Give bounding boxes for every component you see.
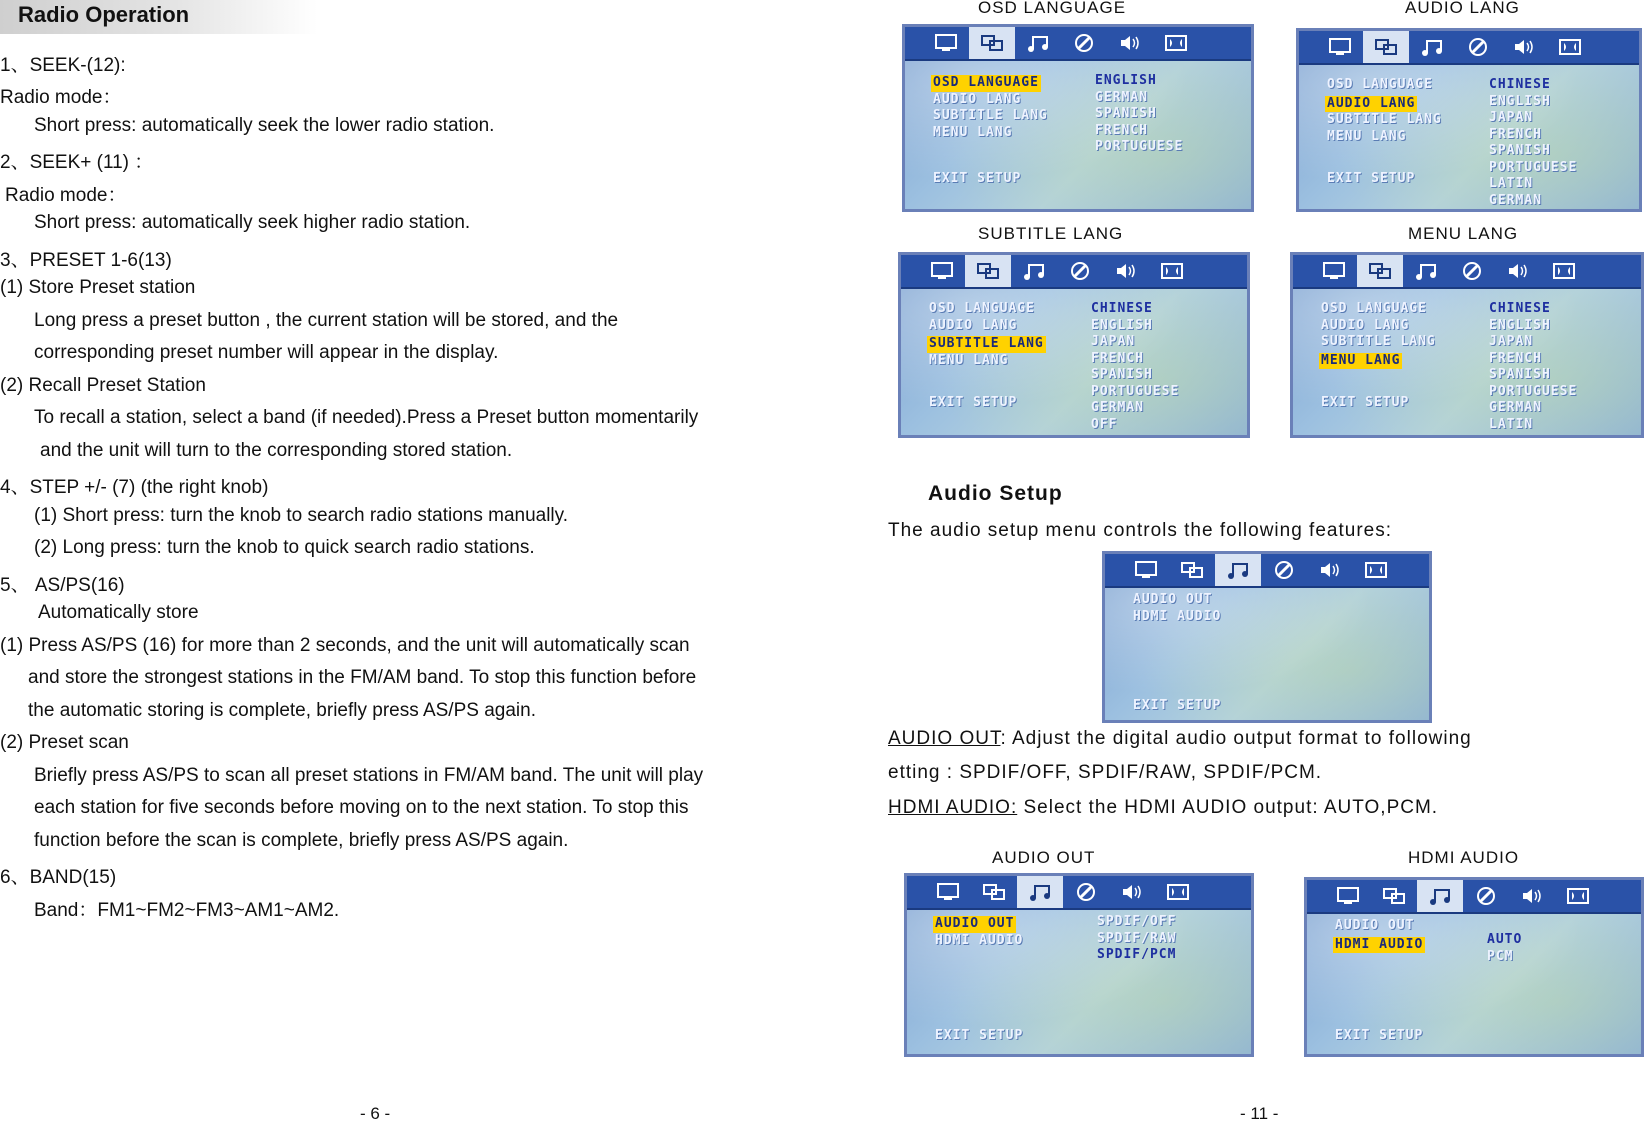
menu-item-hdmi-audio[interactable]: HDMI AUDIO (1335, 936, 1424, 952)
radio-line: Short press: automatically seek higher radio station. (34, 212, 471, 233)
radio-line: (1) Short press: turn the knob to search radio stations manually. (34, 505, 569, 526)
audio-out-description (888, 728, 1472, 750)
radio-line: each station for five seconds before moving on to the next station. To stop this (34, 797, 689, 818)
video-icon (1459, 261, 1485, 281)
hdmi-audio-term: HDMI AUDIO: (888, 797, 1018, 818)
language-icon (981, 882, 1007, 902)
menu-item-osd-language[interactable]: OSD LANGUAGE (933, 75, 1039, 90)
menu-item-audio-lang[interactable]: AUDIO LANG (1321, 317, 1410, 333)
osd-screen-audio-lang (1296, 28, 1642, 212)
dolby-icon (1159, 261, 1185, 281)
option-item[interactable]: GERMAN (1095, 89, 1148, 105)
audio-note-icon (1021, 261, 1047, 281)
tab-dolby[interactable] (1353, 554, 1399, 586)
menu-item-hdmi-audio[interactable]: HDMI AUDIO (935, 932, 1024, 948)
menu-item-menu-lang[interactable]: MENU LANG (929, 352, 1009, 368)
menu-item-subtitle-lang[interactable]: SUBTITLE LANG (929, 336, 1044, 351)
osd-screen-hdmi-audio (1304, 877, 1644, 1057)
tab-video[interactable] (1463, 880, 1509, 912)
osd-tab-bar (1293, 255, 1641, 289)
radio-line: To recall a station, select a band (if needed).Press a Preset button momentarily (34, 407, 699, 428)
caption-hdmi-audio: HDMI AUDIO (1408, 848, 1520, 867)
menu-item-audio-lang[interactable]: AUDIO LANG (929, 317, 1018, 333)
radio-line: (2) Preset scan (0, 732, 129, 753)
video-icon (1067, 261, 1093, 281)
menu-item-subtitle-lang[interactable]: SUBTITLE LANG (1327, 112, 1442, 127)
exit-setup[interactable]: EXIT SETUP (935, 1028, 1024, 1043)
option-item[interactable]: GERMAN (1489, 400, 1542, 415)
monitor-icon (1321, 261, 1347, 281)
menu-item-osd-language[interactable]: OSD LANGUAGE (929, 301, 1035, 316)
tab-audio[interactable] (1417, 880, 1463, 912)
option-item[interactable]: JAPAN (1489, 334, 1534, 349)
osd-menu (1335, 918, 1425, 953)
tab-language[interactable] (1169, 554, 1215, 586)
video-icon (1473, 886, 1499, 906)
tab-video[interactable] (1057, 255, 1103, 287)
tab-general[interactable] (1325, 880, 1371, 912)
option-item[interactable]: LATIN (1489, 176, 1534, 191)
tab-speaker[interactable] (1307, 554, 1353, 586)
radio-line: (1) Press AS/PS (16) for more than 2 seconds, and the unit will automatically scan (0, 635, 690, 656)
option-item[interactable]: AUTO (1487, 932, 1523, 947)
tab-audio[interactable] (1215, 554, 1261, 586)
tab-video[interactable] (1063, 876, 1109, 908)
radio-line: Band：FM1~FM2~FM3~AM1~AM2. (34, 900, 340, 921)
monitor-icon (1133, 560, 1159, 580)
menu-item-audio-out[interactable]: AUDIO OUT (1335, 918, 1415, 933)
speaker-icon (1117, 33, 1143, 53)
speaker-icon (1113, 261, 1139, 281)
menu-item-subtitle-lang[interactable]: SUBTITLE LANG (1321, 334, 1436, 349)
tab-dolby[interactable] (1149, 255, 1195, 287)
monitor-icon (1327, 37, 1353, 57)
exit-setup[interactable]: EXIT SETUP (933, 171, 1022, 186)
language-icon (1373, 37, 1399, 57)
option-item[interactable]: SPDIF/OFF (1097, 914, 1177, 929)
tab-speaker[interactable] (1107, 27, 1153, 59)
tab-general[interactable] (1317, 31, 1363, 63)
tab-language[interactable] (965, 255, 1011, 287)
menu-item-audio-out[interactable]: AUDIO OUT (1133, 592, 1213, 607)
hdmi-audio-desc: Select the HDMI AUDIO output: AUTO,PCM. (1017, 797, 1439, 818)
option-item[interactable]: FRENCH (1091, 350, 1144, 366)
section-banner (0, 0, 318, 34)
audio-note-icon (1025, 33, 1051, 53)
option-item[interactable]: CHINESE (1091, 301, 1153, 316)
menu-item-hdmi-audio[interactable]: HDMI AUDIO (1133, 608, 1222, 624)
caption-osd-language: OSD LANGUAGE (978, 0, 1127, 17)
radio-line: Radio mode： (0, 87, 122, 108)
osd-tab-bar (905, 27, 1251, 61)
option-item[interactable]: ENGLISH (1095, 73, 1157, 88)
language-icon (1367, 261, 1393, 281)
tab-video[interactable] (1449, 255, 1495, 287)
tab-audio[interactable] (1015, 27, 1061, 59)
menu-item-menu-lang[interactable]: MENU LANG (1327, 128, 1407, 144)
tab-dolby[interactable] (1153, 27, 1199, 59)
osd-menu (933, 73, 1048, 141)
caption-audio-lang: AUDIO LANG (1405, 0, 1520, 17)
audio-out-desc: : Adjust the digital audio output format to following (1000, 728, 1472, 749)
osd-tab-bar (1307, 880, 1641, 914)
option-item[interactable]: SPANISH (1091, 367, 1153, 382)
video-icon (1271, 560, 1297, 580)
dolby-icon (1363, 560, 1389, 580)
video-icon (1073, 882, 1099, 902)
option-item[interactable]: FRENCH (1489, 350, 1542, 366)
tab-dolby[interactable] (1555, 880, 1601, 912)
tab-video[interactable] (1061, 27, 1107, 59)
tab-audio[interactable] (1403, 255, 1449, 287)
osd-screen-menu-lang (1290, 252, 1644, 438)
option-item[interactable]: ENGLISH (1091, 317, 1153, 333)
tab-speaker[interactable] (1103, 255, 1149, 287)
radio-line: corresponding preset number will appear in the display. (34, 342, 499, 363)
exit-setup[interactable]: EXIT SETUP (1133, 698, 1222, 713)
option-item[interactable]: PCM (1487, 948, 1514, 964)
option-item[interactable]: PORTUGUESE (1489, 159, 1578, 175)
dolby-icon (1557, 37, 1583, 57)
radio-line: and store the strongest stations in the FM/AM band. To stop this function before (28, 667, 697, 688)
video-icon (1071, 33, 1097, 53)
osd-options (1487, 932, 1522, 965)
radio-line: (1) Store Preset station (0, 277, 196, 298)
exit-setup[interactable]: EXIT SETUP (1335, 1028, 1424, 1043)
tab-video[interactable] (1261, 554, 1307, 586)
menu-item-subtitle-lang[interactable]: SUBTITLE LANG (933, 108, 1048, 123)
menu-item-osd-language[interactable]: OSD LANGUAGE (1321, 301, 1427, 316)
section-title: Radio Operation (18, 2, 190, 27)
option-item[interactable]: SPDIF/PCM (1097, 947, 1177, 962)
menu-item-audio-lang[interactable]: AUDIO LANG (1327, 95, 1416, 111)
osd-tab-bar (901, 255, 1247, 289)
speaker-icon (1119, 882, 1145, 902)
option-item[interactable]: GERMAN (1091, 400, 1144, 415)
option-item[interactable]: SPDIF/RAW (1097, 930, 1177, 946)
osd-screen-subtitle-lang (898, 252, 1250, 438)
tab-audio[interactable] (1017, 876, 1063, 908)
osd-options (1091, 301, 1179, 433)
tab-language[interactable] (969, 27, 1015, 59)
language-icon (1381, 886, 1407, 906)
radio-line: 6、BAND(15) (0, 867, 117, 888)
audio-note-icon (1413, 261, 1439, 281)
osd-options (1489, 301, 1577, 433)
tab-language[interactable] (971, 876, 1017, 908)
option-item[interactable]: CHINESE (1489, 301, 1551, 316)
speaker-icon (1511, 37, 1537, 57)
tab-general[interactable] (919, 255, 965, 287)
caption-subtitle-lang: SUBTITLE LANG (978, 224, 1124, 243)
language-icon (979, 33, 1005, 53)
menu-item-audio-lang[interactable]: AUDIO LANG (933, 91, 1022, 107)
osd-menu (929, 301, 1046, 369)
audio-note-icon (1225, 560, 1251, 580)
monitor-icon (935, 882, 961, 902)
tab-speaker[interactable] (1495, 255, 1541, 287)
monitor-icon (933, 33, 959, 53)
menu-item-osd-language[interactable]: OSD LANGUAGE (1327, 77, 1433, 92)
speaker-icon (1317, 560, 1343, 580)
radio-line: Long press a preset button , the current station will be stored, and the (34, 310, 619, 331)
osd-screen-osd-language (902, 24, 1254, 212)
speaker-icon (1505, 261, 1531, 281)
radio-line: function before the scan is complete, briefly press AS/PS again. (34, 830, 569, 851)
exit-setup[interactable]: EXIT SETUP (1321, 395, 1410, 410)
option-item[interactable]: JAPAN (1489, 110, 1534, 125)
radio-line: and the unit will turn to the corresponding stored station. (40, 440, 513, 461)
radio-line: (2) Long press: turn the knob to quick search radio stations. (34, 537, 535, 558)
tab-dolby[interactable] (1547, 31, 1593, 63)
radio-line: 2、SEEK+ (11) ： (0, 152, 154, 173)
tab-dolby[interactable] (1541, 255, 1587, 287)
tab-language[interactable] (1371, 880, 1417, 912)
tab-speaker[interactable] (1501, 31, 1547, 63)
option-item[interactable]: FRENCH (1095, 122, 1148, 138)
audio-note-icon (1427, 886, 1453, 906)
menu-item-menu-lang[interactable]: MENU LANG (933, 124, 1013, 140)
tab-general[interactable] (1123, 554, 1169, 586)
tab-language[interactable] (1363, 31, 1409, 63)
tab-dolby[interactable] (1155, 876, 1201, 908)
caption-audio-out: AUDIO OUT (992, 848, 1096, 867)
language-icon (1179, 560, 1205, 580)
option-item[interactable]: JAPAN (1091, 334, 1136, 349)
tab-speaker[interactable] (1109, 876, 1155, 908)
tab-general[interactable] (923, 27, 969, 59)
osd-options (1095, 73, 1183, 156)
radio-line: Automatically store (38, 602, 199, 623)
dolby-icon (1551, 261, 1577, 281)
monitor-icon (929, 261, 955, 281)
tab-audio[interactable] (1409, 31, 1455, 63)
option-item[interactable]: CHINESE (1489, 77, 1551, 92)
option-item[interactable]: SPANISH (1489, 143, 1551, 158)
option-item[interactable]: FRENCH (1489, 126, 1542, 142)
osd-menu (1133, 592, 1221, 625)
dolby-icon (1165, 882, 1191, 902)
osd-screen-audio-setup (1102, 551, 1432, 723)
option-item[interactable]: ENGLISH (1489, 93, 1551, 109)
option-item[interactable]: SPANISH (1489, 367, 1551, 382)
menu-item-audio-out[interactable]: AUDIO OUT (935, 916, 1015, 931)
audio-note-icon (1419, 37, 1445, 57)
tab-video[interactable] (1455, 31, 1501, 63)
page-number: - 11 - (1240, 1104, 1279, 1123)
osd-options (1489, 77, 1577, 209)
tab-speaker[interactable] (1509, 880, 1555, 912)
osd-screen-audio-out (904, 873, 1254, 1057)
option-item[interactable]: PORTUGUESE (1095, 139, 1184, 154)
option-item[interactable]: OFF (1091, 416, 1118, 432)
radio-line: Short press: automatically seek the lower radio station. (34, 115, 495, 136)
page-number: - 6 - (360, 1104, 391, 1123)
radio-line: Briefly press AS/PS to scan all preset stations in FM/AM band. The unit will play (34, 765, 704, 786)
radio-line: 5、 AS/PS(16) (0, 575, 125, 596)
option-item[interactable]: GERMAN (1489, 192, 1542, 208)
radio-line: 1、SEEK-(12): (0, 55, 126, 76)
audio-note-icon (1027, 882, 1053, 902)
speaker-icon (1519, 886, 1545, 906)
option-item[interactable]: SPANISH (1095, 106, 1157, 121)
tab-language[interactable] (1357, 255, 1403, 287)
radio-line: 4、STEP +/- (7) (the right knob) (0, 477, 269, 498)
radio-line: the automatic storing is complete, briefly press AS/PS again. (28, 700, 536, 721)
osd-tab-bar (907, 876, 1251, 910)
exit-setup[interactable]: EXIT SETUP (1327, 171, 1416, 186)
audio-out-term: AUDIO OUT (888, 728, 1001, 749)
dolby-icon (1163, 33, 1189, 53)
hdmi-audio-description (888, 797, 1438, 819)
monitor-icon (1335, 886, 1361, 906)
left-page (0, 0, 800, 1121)
audio-setup-intro: The audio setup menu controls the following features: (888, 520, 1392, 541)
language-icon (975, 261, 1001, 281)
osd-menu (1327, 77, 1442, 145)
radio-line: (2) Recall Preset Station (0, 375, 206, 396)
option-item[interactable]: LATIN (1489, 416, 1534, 432)
tab-audio[interactable] (1011, 255, 1057, 287)
osd-menu (1321, 301, 1436, 369)
option-item[interactable]: PORTUGUESE (1091, 383, 1180, 399)
tab-general[interactable] (1311, 255, 1357, 287)
video-icon (1465, 37, 1491, 57)
tab-general[interactable] (925, 876, 971, 908)
osd-menu (935, 914, 1023, 949)
exit-setup[interactable]: EXIT SETUP (929, 395, 1018, 410)
audio-out-description-cont: etting : SPDIF/OFF, SPDIF/RAW, SPDIF/PCM. (888, 762, 1323, 783)
caption-menu-lang: MENU LANG (1408, 224, 1519, 243)
osd-tab-bar (1299, 31, 1639, 65)
option-item[interactable]: PORTUGUESE (1489, 383, 1578, 399)
audio-setup-title: Audio Setup (928, 482, 1063, 505)
dolby-icon (1565, 886, 1591, 906)
menu-item-menu-lang[interactable]: MENU LANG (1321, 352, 1401, 368)
radio-line: Radio mode： (5, 185, 127, 206)
option-item[interactable]: ENGLISH (1489, 317, 1551, 333)
osd-tab-bar (1105, 554, 1429, 588)
osd-options (1097, 914, 1176, 964)
radio-line: 3、PRESET 1-6(13) (0, 250, 172, 271)
